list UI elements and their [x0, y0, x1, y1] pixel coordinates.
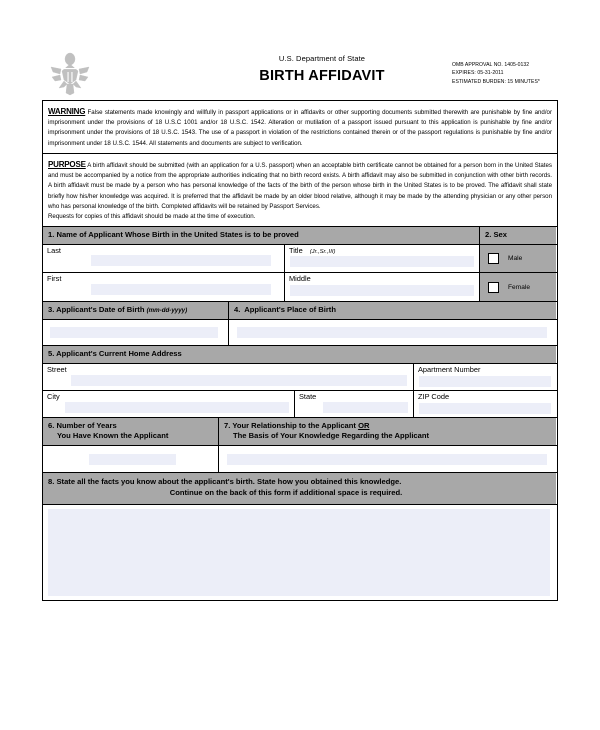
middle-name-input[interactable] [290, 285, 474, 296]
title-suffix-label [285, 245, 479, 256]
warning-text: False statements made knowingly and willfully in passport applications or in affidavits or other supporting documents submitted therewith are punishable by fine and/or imprisonment under the provisions of 18 U.S.C 1001 and/or 18 U.S.C. 1542. Alteration or mutilation of a passport issued pursuant to this application is punishable by fine and/or imprisonment under the provisions of 18 U.S.C. 1543. The use of a passport in violation of the restrictions contained therein or of the passport regulations is punishable by fine and/or imprisonment under 18 U.S.C. 1544. All statements and documents are subject to verification. [48, 109, 552, 147]
section-4-number: 4. [234, 305, 241, 315]
section-2-heading [480, 227, 556, 244]
section-1-2-header-row [43, 227, 557, 245]
street-label: Street [47, 364, 67, 374]
date-of-birth-field-cell[interactable] [43, 320, 229, 345]
section-1-number: 1. [48, 230, 55, 240]
facts-textarea-cell[interactable] [43, 505, 556, 600]
section-5-header-row [43, 346, 557, 364]
form-body-frame [42, 100, 558, 601]
city-input[interactable] [65, 402, 289, 413]
male-label: Male [508, 255, 523, 263]
section-8-number: 8. [48, 477, 55, 487]
purpose-tail-text: Requests for copies of this affidavit should be made at the time of execution. [48, 213, 256, 221]
section-3-4-answer-row [43, 320, 557, 346]
omb-expiration-date: EXPIRES: 05-31-2011 [452, 70, 504, 77]
purpose-block [43, 154, 557, 227]
section-1-heading [43, 227, 480, 244]
state-field-cell[interactable] [295, 391, 414, 417]
section-6-heading-line1: Number of Years [56, 420, 117, 430]
relationship-input[interactable] [227, 454, 547, 465]
section-2-number: 2. [485, 230, 492, 240]
section-7-or-keyword: OR [358, 420, 370, 430]
section-8-heading-line1: State all the facts you know about the applicant's birth. State how you obtained this knowledge. [56, 477, 402, 487]
state-label: State [299, 391, 317, 401]
name-row-last-title [43, 245, 557, 273]
zip-field-cell[interactable] [414, 391, 556, 417]
section-6-number: 6. [48, 420, 55, 430]
section-7-number: 7. [224, 420, 231, 430]
us-department-of-state-seal-icon [48, 50, 92, 96]
last-name-field-cell[interactable] [43, 245, 285, 272]
state-input[interactable] [323, 402, 408, 413]
section-3-hint: (mm-dd-yyyy) [146, 307, 188, 315]
section-7-heading [219, 418, 556, 446]
purpose-text: A birth affidavit should be submitted (with an application for a U.S. passport) when an acceptable birth certificate cannot be obtained for a person born in the United States and must be accompanied by a notice from the appropriate authorities indicating that no birth record exists. A birth affidavit may also be submitted in conjunction with other birth records. A birth affidavit must be made by a person who has personal knowledge of the facts of the birth of the person whose birth in the United States is to be proved. The affidavit shall state briefly how his/her knowledge was acquired. It is preferred that the affidavit be made by an older blood relative, although it may be made by the attending physician or any other person who has personal knowledge of the birth. Completed affidavits will be retained by Passport Services. [48, 161, 552, 210]
section-4-heading-text: Applicant's Place of Birth [244, 305, 336, 315]
title-suffix-field-cell[interactable] [285, 245, 480, 272]
female-checkbox[interactable] [488, 282, 499, 293]
section-8-header-row [43, 473, 557, 505]
warning-block [43, 101, 557, 154]
years-known-input[interactable] [89, 454, 176, 465]
section-3-4-header-row [43, 302, 557, 320]
section-3-heading [43, 302, 229, 319]
section-4-heading [229, 302, 556, 319]
title-suffix-input[interactable] [290, 256, 474, 267]
apartment-input[interactable] [419, 376, 551, 387]
section-7-heading-line2: The Basis of Your Knowledge Regarding the Applicant [233, 431, 430, 441]
section-8-heading [43, 473, 556, 504]
section-6-heading-line2: You Have Known the Applicant [57, 431, 169, 441]
male-checkbox[interactable] [488, 253, 499, 264]
apartment-field-cell[interactable] [414, 364, 556, 390]
facts-textarea[interactable] [48, 509, 550, 596]
city-field-cell[interactable] [43, 391, 295, 417]
warning-keyword: WARNING [48, 107, 86, 116]
omb-estimated-burden: ESTIMATED BURDEN: 15 MINUTES* [452, 78, 540, 85]
city-label: City [47, 391, 60, 401]
sex-option-male[interactable] [480, 245, 556, 272]
place-of-birth-input[interactable] [237, 327, 547, 338]
section-5-number: 5. [48, 348, 55, 358]
female-label: Female [508, 283, 530, 291]
years-known-field-cell[interactable] [43, 446, 219, 472]
purpose-keyword: PURPOSE [48, 159, 86, 169]
address-row-city-state-zip [43, 391, 557, 418]
middle-name-label: Middle [289, 274, 311, 284]
section-3-number: 3. [48, 305, 55, 315]
section-8-heading-line2: Continue on the back of this form if additional space is required. [169, 487, 403, 497]
first-name-field-cell[interactable] [43, 273, 285, 301]
date-of-birth-input[interactable] [50, 327, 218, 338]
omb-approval-number: OMB APPROVAL NO. 1405-0132 [452, 62, 530, 68]
place-of-birth-field-cell[interactable] [229, 320, 556, 345]
first-name-input[interactable] [91, 284, 271, 295]
section-6-7-answer-row [43, 446, 557, 473]
first-name-label: First [47, 274, 62, 284]
apartment-label: Apartment Number [418, 364, 481, 374]
omb-info-block [452, 61, 592, 86]
section-8-answer-row [43, 505, 557, 600]
zip-label: ZIP Code [418, 391, 450, 401]
section-1-heading-text: Name of Applicant Whose Birth in the United States is to be proved [56, 230, 299, 240]
title-suffix-label-text: Title [289, 246, 303, 256]
name-row-first-middle [43, 273, 557, 302]
section-2-heading-text: Sex [493, 230, 507, 240]
section-5-heading-text: Applicant's Current Home Address [56, 348, 182, 358]
zip-input[interactable] [419, 403, 551, 414]
section-6-7-header-row [43, 418, 557, 447]
street-input[interactable] [71, 375, 407, 386]
sex-option-female[interactable] [480, 273, 556, 301]
form-masthead [42, 48, 558, 96]
title-suffix-hint: (Jr.,Sr.,III) [309, 249, 336, 256]
section-6-heading [43, 418, 219, 446]
middle-name-field-cell[interactable] [285, 273, 480, 301]
section-7-heading-line1: Your Relationship to the Applicant [232, 420, 359, 430]
last-name-input[interactable] [91, 255, 271, 266]
section-3-heading-text: Applicant's Date of Birth [56, 305, 145, 315]
form-title: BIRTH AFFIDAVIT [259, 68, 385, 84]
street-field-cell[interactable] [43, 364, 414, 390]
last-name-label: Last [47, 246, 61, 256]
relationship-field-cell[interactable] [219, 446, 556, 472]
department-name: U.S. Department of State [278, 54, 366, 63]
address-row-street [43, 364, 557, 391]
section-5-heading [43, 346, 556, 363]
